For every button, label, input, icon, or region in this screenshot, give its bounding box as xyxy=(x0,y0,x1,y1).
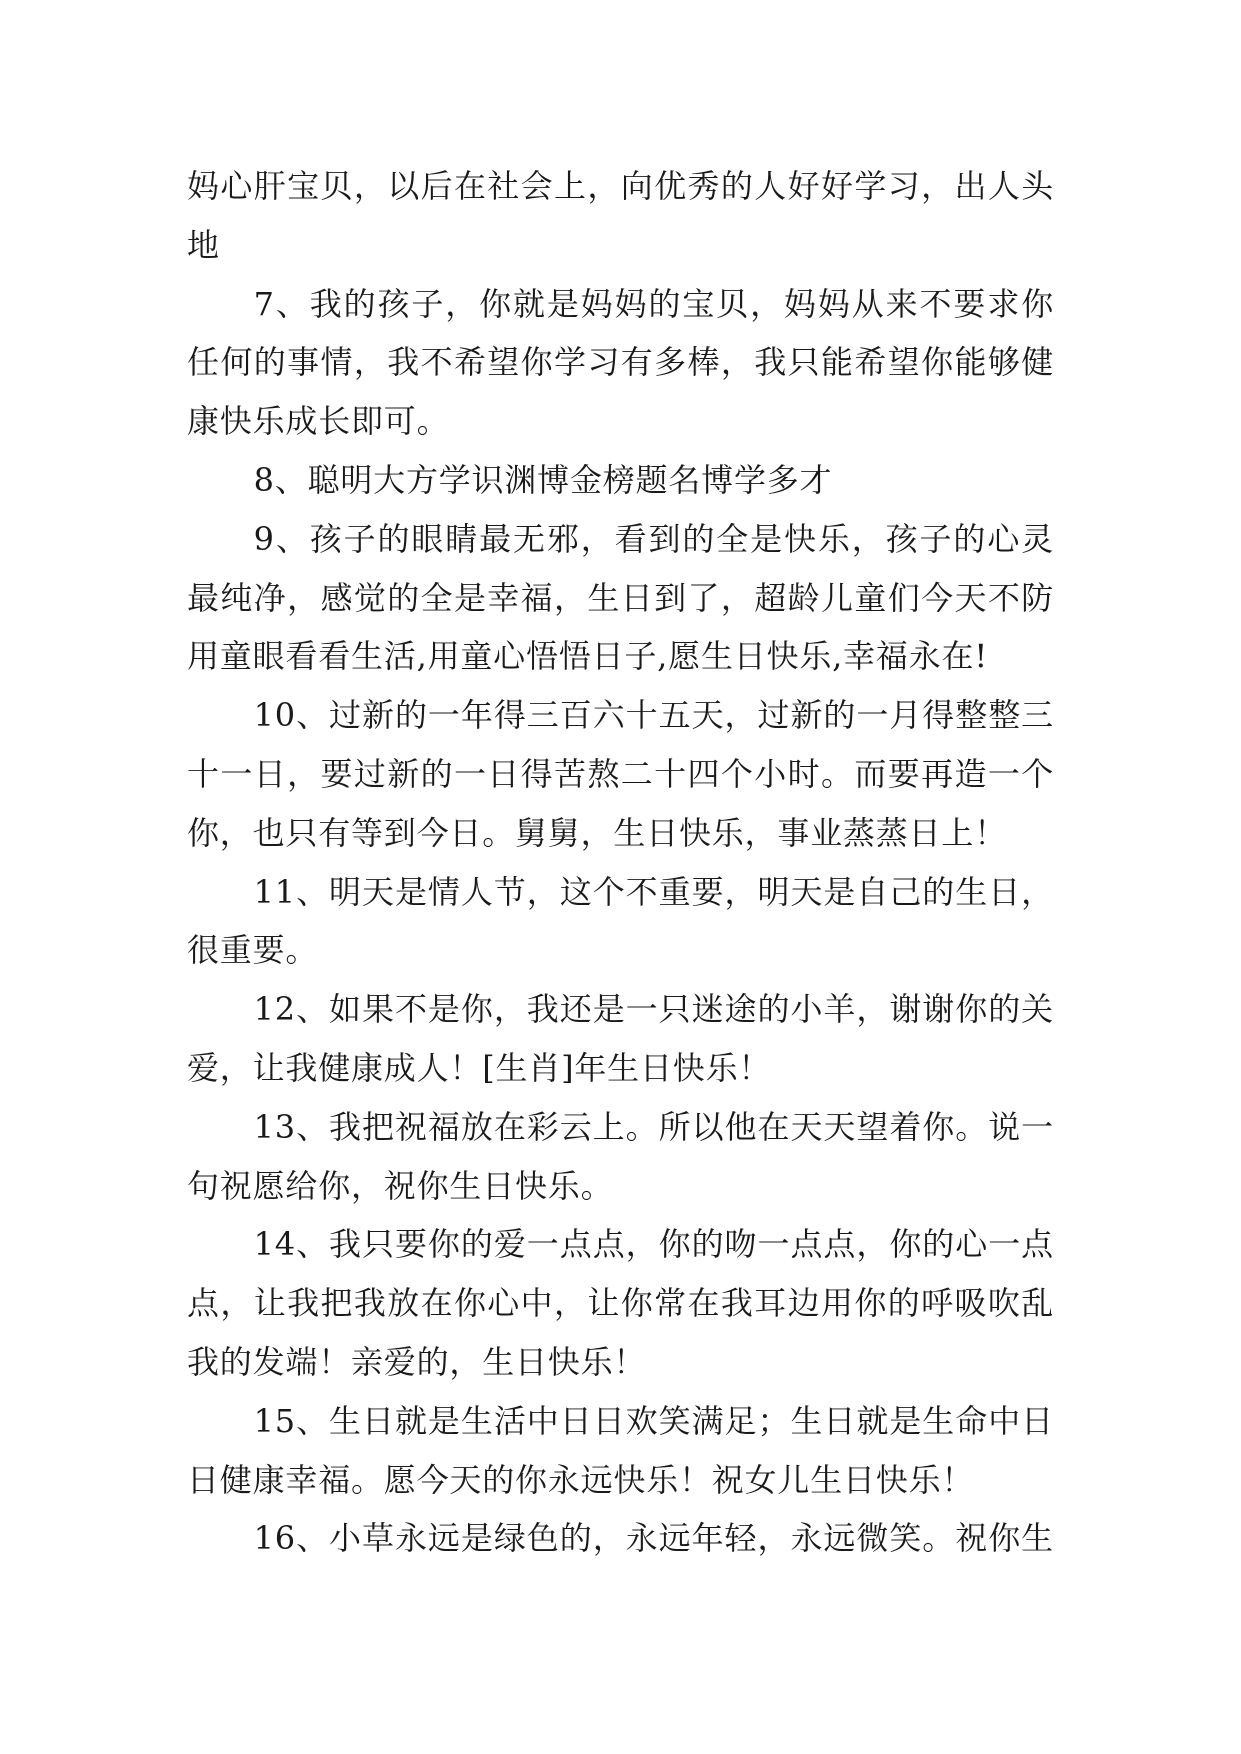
paragraph-continuation xyxy=(187,157,1054,275)
paragraph-item-11 xyxy=(187,863,1054,981)
text-line: 我的发端！亲爱的，生日快乐！ xyxy=(187,1342,647,1381)
text-line: 很重要。 xyxy=(187,931,319,970)
paragraph-item-12 xyxy=(187,980,1054,1098)
paragraph-item-15 xyxy=(187,1392,1054,1510)
paragraph-item-14 xyxy=(187,1215,1054,1391)
text-line: 13、我把祝福放在彩云上。所以他在天天望着你。说一 xyxy=(253,1107,1054,1146)
paragraph-item-9 xyxy=(187,510,1054,686)
paragraph-item-16 xyxy=(187,1509,1054,1568)
text-line: 14、我只要你的爱一点点，你的吻一点点，你的心一点 xyxy=(253,1225,1054,1264)
text-line: 10、过新的一年得三百六十五天，过新的一月得整整三 xyxy=(253,696,1054,735)
text-line: 用童眼看看生活,用童心悟悟日子,愿生日快乐,幸福永在! xyxy=(187,637,988,676)
text-line: 日健康幸福。愿今天的你永远快乐！祝女儿生日快乐！ xyxy=(187,1460,975,1499)
text-line: 妈心肝宝贝，以后在社会上，向优秀的人好好学习，出人头 xyxy=(187,167,1054,205)
text-line: 爱，让我健康成人！[生肖]年生日快乐！ xyxy=(187,1048,772,1087)
text-line: 16、小草永远是绿色的，永远年轻，永远微笑。祝你生 xyxy=(253,1519,1054,1558)
text-line: 9、孩子的眼睛最无邪，看到的全是快乐，孩子的心灵 xyxy=(253,519,1054,558)
text-line: 句祝愿给你，祝你生日快乐。 xyxy=(187,1166,614,1205)
text-line: 康快乐成长即可。 xyxy=(187,402,450,441)
text-line: 任何的事情，我不希望你学习有多棒，我只能希望你能够健 xyxy=(187,343,1054,382)
text-line: 7、我的孩子，你就是妈妈的宝贝，妈妈从来不要求你 xyxy=(253,284,1054,323)
text-line: 15、生日就是生活中日日欢笑满足；生日就是生命中日 xyxy=(253,1401,1054,1440)
text-line: 12、如果不是你，我还是一只迷途的小羊，谢谢你的关 xyxy=(253,990,1054,1029)
text-line: 最纯净，感觉的全是幸福，生日到了，超龄儿童们今天不防 xyxy=(187,578,1054,617)
paragraph-item-10 xyxy=(187,686,1054,862)
text-line: 地 xyxy=(187,225,220,264)
text-line: 十一日，要过新的一日得苦熬二十四个小时。而要再造一个 xyxy=(187,754,1054,793)
paragraph-item-13 xyxy=(187,1098,1054,1216)
document-body xyxy=(187,157,1054,1568)
text-line: 点，让我把我放在你心中，让你常在我耳边用你的呼吸吹乱 xyxy=(187,1284,1054,1323)
text-line: 8、聪明大方学识渊博金榜题名博学多才 xyxy=(253,460,833,499)
paragraph-item-7 xyxy=(187,275,1054,451)
text-line: 11、明天是情人节，这个不重要，明天是自己的生日， xyxy=(253,872,1054,911)
paragraph-item-8 xyxy=(187,451,1054,510)
text-line: 你，也只有等到今日。舅舅，生日快乐，事业蒸蒸日上！ xyxy=(187,813,1008,852)
